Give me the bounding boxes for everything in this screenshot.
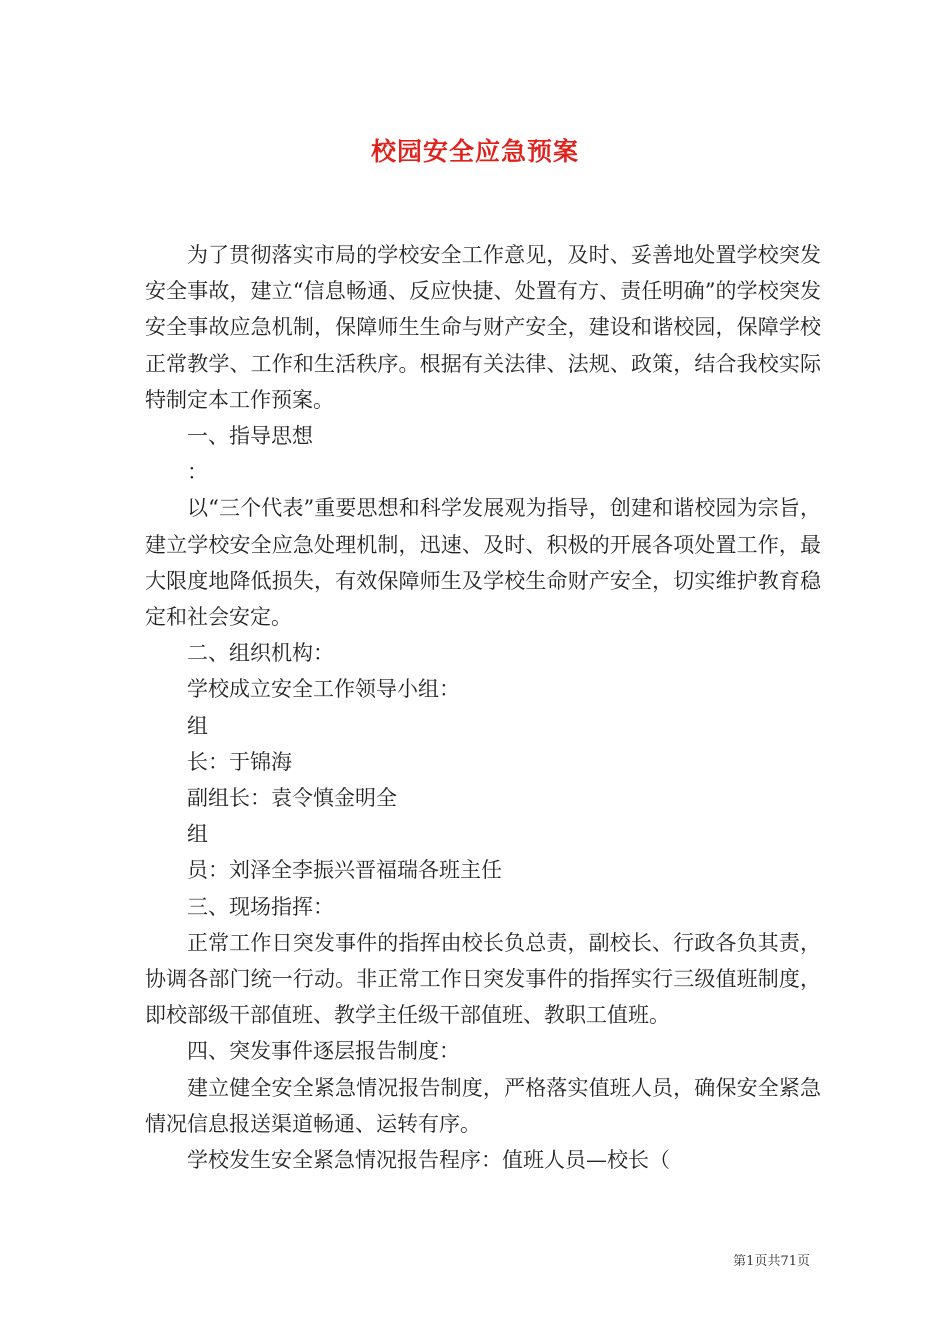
paragraph-intro: 为了贯彻落实市局的学校安全工作意见，及时、妥善地处置学校突发安全事故，建立“信息畅通、反应快捷、处置有方、责任明确”的学校突发安全事故应急机制，保障师生生命与财产安全，建设和谐校园，保障学校正常教学、工作和生活秩序。根据有关法律、法规、政策，结合我校实际特制定本工作预案。 <box>145 243 821 412</box>
paragraph-deputy-leader: 副组长：袁令慎金明全 <box>187 786 397 811</box>
paragraph-reporting-procedure: 学校发生安全紧急情况报告程序：值班人员—校长（ <box>187 1148 670 1173</box>
paragraph-guiding-thought: 以“三个代表”重要思想和科学发展观为指导，创建和谐校园为宗旨，建立学校安全应急处理机制，迅速、及时、积极的开展各项处置工作，最大限度地降低损失，有效保障师生及学校生命财产安全，切实维护教育稳定和社会安定。 <box>145 496 821 630</box>
paragraph-leading-group: 学校成立安全工作领导小组： <box>187 677 460 702</box>
paragraph-members: 员：刘泽全李振兴晋福瑞各班主任 <box>187 858 502 883</box>
paragraph-colon: ： <box>187 460 208 485</box>
page-number: 第1页共71页 <box>733 1254 810 1269</box>
paragraph-group-label: 组 <box>187 713 208 738</box>
document-body <box>145 237 821 1178</box>
paragraph-member-label: 组 <box>187 822 208 847</box>
paragraph-reporting-system: 建立健全安全紧急情况报告制度，严格落实值班人员，确保安全紧急情况信息报送渠道畅通、运转有序。 <box>145 1075 821 1136</box>
section-heading-organization: 二、组织机构： <box>187 641 334 666</box>
paragraph-group-leader: 长：于锦海 <box>187 749 292 774</box>
section-heading-reporting: 四、突发事件逐层报告制度： <box>187 1039 460 1064</box>
document-title: 校园安全应急预案 <box>370 137 579 166</box>
section-heading-on-site-command: 三、现场指挥： <box>187 894 334 919</box>
section-heading-guiding-thought: 一、指导思想 <box>187 424 313 449</box>
paragraph-command: 正常工作日突发事件的指挥由校长负总责，副校长、行政各负其责，协调各部门统一行动。非正常工作日突发事件的指挥实行三级值班制度，即校部级干部值班、教学主任级干部值班、教职工值班。 <box>145 930 821 1028</box>
